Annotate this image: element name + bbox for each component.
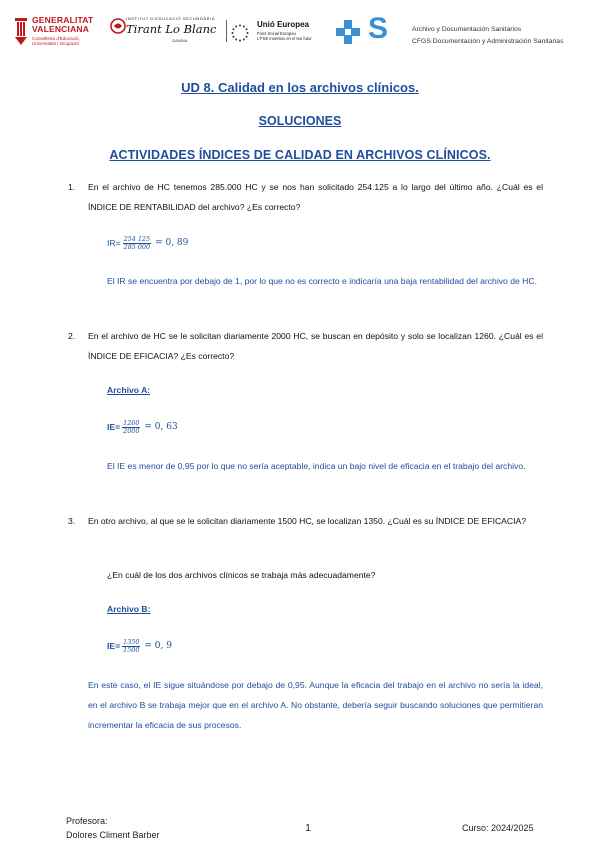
formula-label: IR= [107,238,121,248]
question-1 [68,177,543,217]
archivo-a-heading: Archivo A: [107,385,151,395]
eu-subtitle: Fons Social Europeu L'FSE inverteix en el teu futur [257,31,312,41]
generalitat-shield-icon [14,16,28,46]
course-year: Curso: 2024/2025 [462,823,534,833]
answer-1: El IR se encuentra por debajo de 1, por lo que no es correcto e indicaría una baja rentabilidad del archivo de HC. [107,276,537,286]
teacher-name: Dolores Climent Barber [66,830,160,840]
archivo-b-heading: Archivo B: [107,604,151,614]
question-2 [68,326,543,366]
question-3 [68,511,543,531]
page-header [0,0,600,60]
question-text: En el archivo de HC tenemos 285.000 HC y se nos han solicitado 254.125 a lo largo del último año. ¿Cuál es el ÍNDICE DE RENTABILIDAD del archivo? ¿Es correcto? [88,182,543,212]
formula-result: = 0, 63 [144,422,178,432]
eu-title: Unió Europea [257,20,310,29]
eu-stars-icon [230,23,250,43]
answer-3: En este caso, el IE sigue situándose por debajo de 0,95. Aunque la eficacia del trabajo en el archivo no sería la ideal, en el archivo B se trabaja mejor que en el archivo A. No obstante, debería seguir buscando soluciones que permitieran incrementar la eficacia de sus procesos. [88,680,543,730]
numerator: 1350 [123,637,140,646]
school-emblem-icon [110,18,126,34]
fs-letter-icon: S [368,12,389,45]
activities-title: ACTIVIDADES ÍNDICES DE CALIDAD EN ARCHIVOS CLÍNICOS. [109,148,491,162]
solutions-title: SOLUCIONES [258,114,342,128]
header-divider [226,20,227,42]
fs-logo [334,12,389,48]
page-number: 1 [305,822,311,834]
numerator: 254 125 [123,234,151,243]
ies-tirant-lo-blanc-logo [110,16,225,50]
fraction [122,639,140,654]
question-text: En el archivo de HC se le solicitan diariamente 2000 HC, se buscan en depósito y solo se localizan 1260. ¿Cuál es el ÍNDICE DE EFICACIA? ¿Es correcto? [88,331,543,361]
answer-2: El IE es menor de 0,95 por lo que no sería aceptable, indica un bajo nivel de eficacia en el trabajo del archivo. [107,461,526,471]
formula-label: IE= [107,422,121,432]
school-location: GANDIA [172,38,188,43]
school-type-label: INSTITUT D'EDUCACIÓ SECUNDÀRIA [126,16,216,21]
health-cross-icon [334,18,364,48]
denominator: 285 000 [123,242,151,251]
question-number: 1. [68,182,76,192]
formula-ie-b [107,635,172,657]
formula-result: = 0, 9 [144,641,172,651]
formula-label: IE= [107,641,121,651]
numerator: 1260 [123,418,140,427]
formula-ir [107,232,188,254]
question-number: 2. [68,331,76,341]
generalitat-name: GENERALITAT VALENCIANA [32,15,94,34]
denominator: 2000 [123,426,140,435]
formula-ie-a [107,416,178,438]
denominator: 1500 [123,645,140,654]
teacher-label: Profesora: [66,816,108,826]
fraction [122,420,140,435]
conselleria-name: Conselleria d'Educació, Universitats i Ocupació [32,36,80,46]
header-course-title: Archivo y Documentación Sanitarios CFGS Documentación y Administración Sanitarias [412,26,564,45]
union-europea-logo [230,18,335,48]
question-number: 3. [68,516,76,526]
school-name: Tirant Lo Blanc [126,22,217,36]
formula-result: = 0, 89 [155,238,189,248]
question-text: En otro archivo, al que se le solicitan diariamente 1500 HC, se localizan 1350. ¿Cuál es su ÍNDICE DE EFICACIA? [88,516,527,526]
generalitat-logo [14,16,104,50]
fraction [123,236,151,251]
question-3-followup: ¿En cuál de los dos archivos clínicos se trabaja más adecuadamente? [107,570,376,580]
unit-title: UD 8. Calidad en los archivos clínicos. [181,80,419,95]
